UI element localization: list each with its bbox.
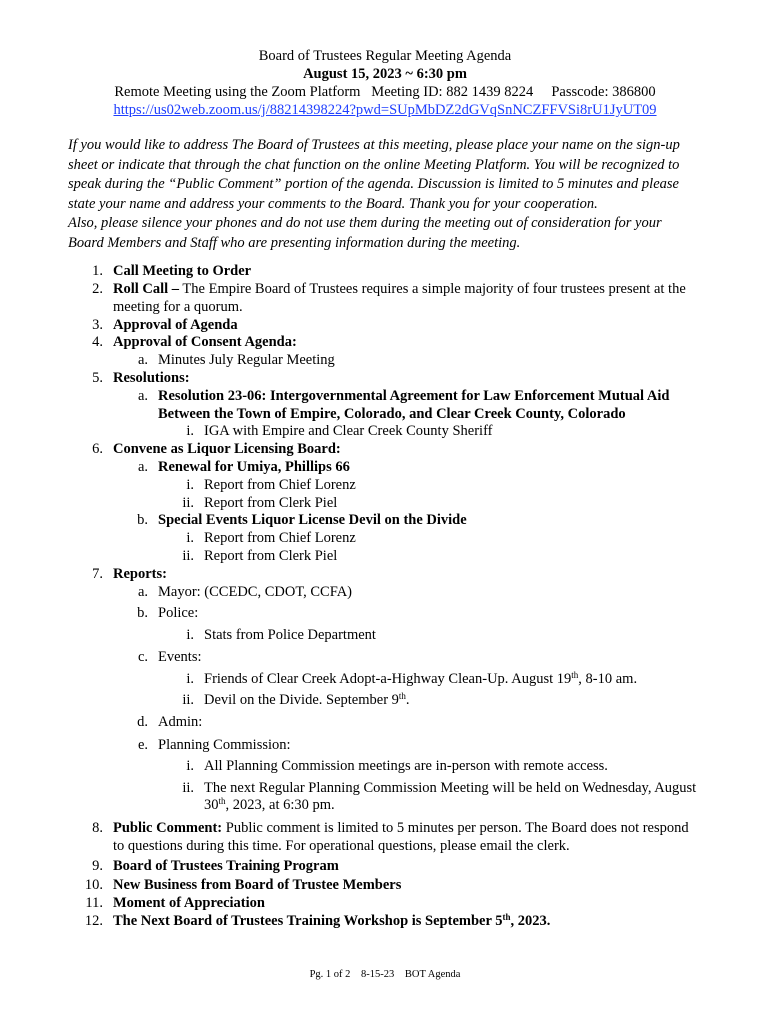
item-title: Convene as Liquor Licensing Board: — [113, 441, 341, 457]
sub-sub-item-text: Report from Clerk Piel — [204, 495, 338, 511]
sub-item-text: Special Events Liquor License Devil on the Divide — [158, 512, 467, 528]
ordinal-suffix: th — [571, 670, 579, 680]
item-number: 8. — [92, 820, 103, 836]
sub-sub-item-text: 30 — [204, 797, 219, 813]
page-footer — [0, 969, 770, 980]
document-header — [0, 47, 770, 119]
item-number: 6. — [92, 441, 103, 457]
item-number: 2. — [92, 281, 103, 297]
item-number: 9. — [92, 858, 103, 874]
sub-sub-item-7eii-cont — [204, 796, 335, 814]
sub-sub-item-number: i. — [186, 477, 194, 493]
item-text: meeting for a quorum. — [113, 299, 243, 315]
item-number: 12. — [84, 913, 103, 929]
sub-sub-item-number: i. — [186, 530, 194, 546]
sub-sub-item-number: i. — [186, 423, 194, 439]
sub-sub-item-number: i. — [186, 758, 194, 774]
item-number: 11. — [85, 895, 103, 911]
sub-sub-item-text: All Planning Commission meetings are in-person with remote access. — [204, 758, 608, 774]
zoom-link[interactable]: https://us02web.zoom.us/j/88214398224?pwd=SUpMbDZ2dGVqSnNCZFFVSi8rU1JyUT09 — [113, 102, 657, 118]
sub-sub-item-number: ii. — [182, 780, 194, 796]
intro-line: If you would like to address The Board of Trustees at this meeting, please place your name on the sign-up — [68, 137, 680, 153]
ordinal-suffix: th — [398, 691, 406, 701]
sub-item-letter: c. — [137, 649, 148, 665]
sub-item-5a-cont — [158, 405, 626, 423]
sub-sub-item-text: Devil on the Divide. September 9 — [204, 692, 399, 708]
agenda-item-8-cont — [113, 837, 570, 855]
document-title: Board of Trustees Regular Meeting Agenda — [258, 48, 512, 64]
sub-item-text: Planning Commission: — [158, 737, 291, 753]
sub-sub-item-number: i. — [186, 671, 194, 687]
item-number: 10. — [84, 877, 103, 893]
sub-sub-item-text: Report from Chief Lorenz — [204, 530, 356, 546]
meeting-date: August 15, 2023 ~ 6:30 pm — [303, 66, 467, 82]
sub-sub-item-text: Friends of Clear Creek Adopt-a-Highway Clean-Up. August 19 — [204, 671, 572, 687]
sub-item-letter: b. — [137, 512, 148, 528]
sub-item-text: Renewal for Umiya, Phillips 66 — [158, 459, 350, 475]
sub-item-letter: e. — [137, 737, 148, 753]
sub-sub-item-number: ii. — [182, 548, 194, 564]
item-title: Approval of Consent Agenda: — [113, 334, 297, 350]
sub-item-letter: a. — [137, 388, 148, 404]
item-title: Call Meeting to Order — [113, 263, 252, 279]
sub-sub-item-text: , 2023, at 6:30 pm. — [225, 797, 335, 813]
item-text: to questions during this time. For operational questions, please email the clerk. — [113, 838, 570, 854]
item-title: Roll Call – — [113, 281, 180, 297]
sub-sub-item-number: i. — [186, 627, 194, 643]
sub-sub-item-text: Report from Clerk Piel — [204, 548, 338, 564]
footer-date: 8-15-23 — [361, 969, 395, 980]
intro-line: sheet or indicate that through the chat function on the online Meeting Platform. You will be recognized to — [68, 156, 680, 173]
item-title: The Next Board of Trustees Training Workshop is September 5 — [113, 913, 503, 929]
sub-item-text: Events: — [158, 649, 202, 665]
item-number: 1. — [92, 263, 103, 279]
sub-item-text: Resolution 23-06: Intergovernmental Agreement for Law Enforcement Mutual Aid — [158, 388, 670, 404]
item-number: 5. — [92, 370, 103, 386]
sub-sub-item-number: ii. — [182, 495, 194, 511]
item-number: 7. — [92, 566, 103, 582]
footer-doc-name: BOT Agenda — [404, 969, 461, 980]
sub-item-letter: a. — [137, 459, 148, 475]
sub-item-letter: a. — [137, 352, 148, 368]
sub-item-text: Admin: — [158, 714, 203, 730]
ordinal-suffix: th — [502, 912, 511, 922]
item-title: Resolutions: — [113, 370, 190, 386]
item-title: Public Comment: — [113, 820, 223, 836]
remote-meeting-info: Remote Meeting using the Zoom Platform Meeting ID: 882 1439 8224 Passcode: 386800 — [114, 84, 656, 100]
item-title: Approval of Agenda — [113, 317, 238, 333]
intro-line: Board Members and Staff who are presenting information during the meeting. — [68, 234, 521, 251]
sub-sub-item-text: , 8-10 am. — [578, 671, 638, 687]
item-text: The Empire Board of Trustees requires a simple majority of four trustees present at the — [179, 281, 686, 297]
item-text: Public comment is limited to 5 minutes per person. The Board does not respond — [222, 820, 689, 836]
sub-sub-item-text: . — [405, 692, 410, 708]
sub-item-text: Mayor: (CCEDC, CDOT, CCFA) — [158, 584, 353, 600]
intro-line: speak during the “Public Comment” portion of the agenda. Discussion is limited to 5 minutes and please — [68, 176, 679, 193]
sub-sub-item-text: Stats from Police Department — [204, 627, 376, 643]
sub-item-text: Police: — [158, 605, 199, 621]
item-number: 4. — [92, 334, 103, 350]
sub-item-text: Minutes July Regular Meeting — [158, 352, 335, 368]
intro-line: state your name and address your comments to the Board. Thank you for your cooperation. — [68, 195, 598, 212]
sub-item-letter: b. — [137, 605, 148, 621]
intro-line: Also, please silence your phones and do not use them during the meeting out of consideration for your — [68, 215, 662, 232]
item-title: Reports: — [113, 566, 167, 582]
sub-item-letter: a. — [137, 584, 148, 600]
item-title: New Business from Board of Trustee Members — [113, 877, 402, 893]
sub-sub-item-text: IGA with Empire and Clear Creek County Sheriff — [204, 423, 493, 439]
page-number: Pg. 1 of 2 — [309, 969, 351, 980]
intro-paragraph — [68, 136, 718, 254]
sub-sub-item-text: Report from Chief Lorenz — [204, 477, 356, 493]
sub-item-text: Between the Town of Empire, Colorado, and Clear Creek County, Colorado — [158, 406, 626, 422]
item-number: 3. — [92, 317, 103, 333]
sub-sub-item-number: ii. — [182, 692, 194, 708]
sub-item-letter: d. — [137, 714, 148, 730]
ordinal-suffix: th — [218, 796, 226, 806]
item-title: , 2023. — [510, 913, 551, 929]
sub-sub-item-text: The next Regular Planning Commission Meeting will be held on Wednesday, August — [204, 780, 697, 796]
agenda-item-2-cont — [113, 298, 243, 316]
item-title: Board of Trustees Training Program — [113, 858, 339, 874]
item-title: Moment of Appreciation — [113, 895, 265, 911]
